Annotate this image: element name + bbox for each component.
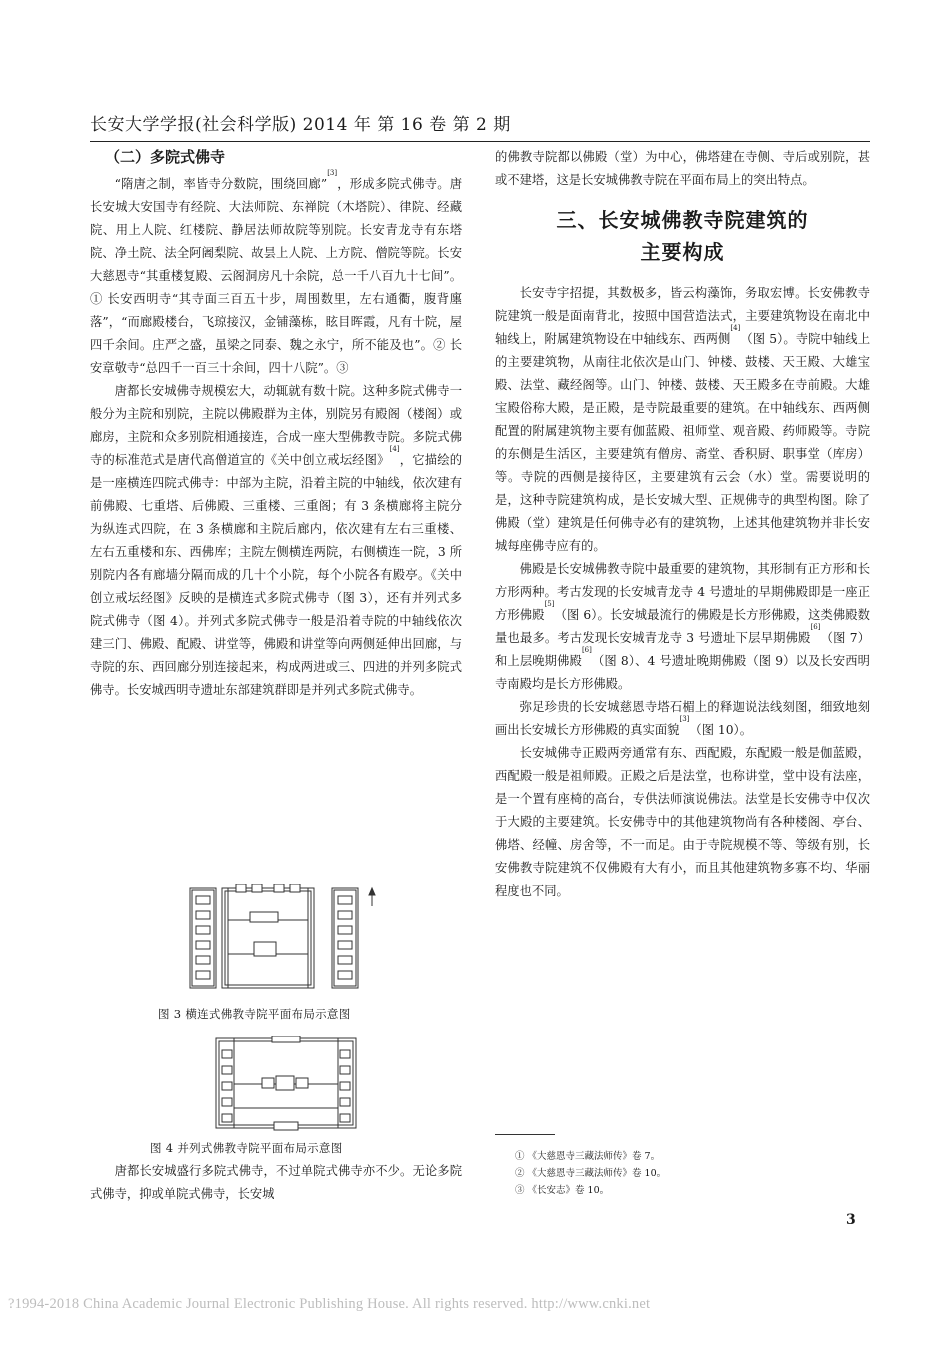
figure-3-diagram <box>188 884 378 994</box>
citation[interactable]: [3] <box>327 169 338 177</box>
figure-3-caption: 图 3 横连式佛教寺院平面布局示意图 <box>158 1007 351 1021</box>
right-column <box>495 146 870 903</box>
paragraph: 长安寺宇招提，其数极多，皆云构藻饰，务取宏博。长安佛教寺院建筑一般是面南背北，按照中国营造法式，主要建筑物设在南北中轴线上，附属建筑物设在中轴线东、西两侧[4]（图 5）。寺院中轴线上的主要建筑物，从南往北依次是山门、钟楼、鼓楼、天王殿、大雄宝殿、法堂、藏经阁等。山门、钟楼、鼓楼、天王殿多在寺前殿。大雄宝殿俗称大殿，是正殿，是寺院最重要的建筑。在中轴线东、西两侧配置的附属建筑物主要有伽蓝殿、祖师堂、观音殿、药师殿等。寺院的东侧是生活区，主要建筑有僧房、斋堂、香积厨、职事堂（库房）等。寺院的西侧是接待区，主要建筑有云会（水）堂。需要说明的是，这种寺院建筑构成，是长安城大型、正规佛寺的典型构图。除了佛殿（堂）建筑是任何佛寺必有的建筑物，上述其他建筑物并非长安城每座佛寺应有的。 <box>495 286 870 553</box>
citation[interactable]: [4] <box>730 324 741 332</box>
section-heading: 三、长安城佛教寺院建筑的 主要构成 <box>556 208 809 264</box>
figure-4-diagram <box>214 1036 358 1132</box>
left-column-tail <box>90 1160 462 1206</box>
paragraph: 唐都长安城盛行多院式佛寺，不过单院式佛寺亦不少。无论多院式佛寺，抑或单院式佛寺，长安城 <box>90 1164 462 1201</box>
figure-4-caption: 图 4 并列式佛教寺院平面布局示意图 <box>150 1141 343 1155</box>
footnote-rule <box>495 1134 555 1135</box>
paragraph: 弥足珍贵的长安城慈恩寺塔石楣上的释迦说法线刻图，细致地刻画出长安城长方形佛殿的真实面貌[3]（图 10）。 <box>495 700 870 737</box>
paragraph: 长安城佛寺正殿两旁通常有东、西配殿，东配殿一般是伽蓝殿，西配殿一般是祖师殿。正殿之后是法堂，也称讲堂，堂中设有法座，是一个置有座椅的高台，专供法师演说佛法。法堂是长安佛寺中仅次于大殿的主要建筑。长安佛寺中的其他建筑物尚有各种楼阁、亭台、佛塔、经幢、房舍等，不一而足。由于寺院规模不等、等级有别，长安佛教寺院建筑不仅佛殿有大有小，而且其他建筑物多寡不均、华丽程度也不同。 <box>495 746 870 898</box>
footnote: ③ 《长安志》卷 10。 <box>515 1185 610 1196</box>
journal-header: 长安大学学报(社会科学版) 2014 年 第 16 卷 第 2 期 <box>90 110 870 142</box>
citation[interactable]: [5] <box>544 600 555 608</box>
paragraph: “隋唐之制，率皆寺分数院，围绕回廊”[3]，形成多院式佛寺。唐长安城大安国寺有经院、大法师院、东禅院（木塔院）、律院、经藏院、用上人院、红楼院、静居法师故院等别院。长安青龙寺有东塔院、净土院、法全阿阇梨院、故昙上人院、上方院、僧院等院。长安大慈恩寺“其重楼复殿、云阁洞房凡十余院，总一千八百九十七间”。① 长安西明寺“其寺面三百五十步，周围数里，左右通衢，腹背廛落”，“而廊殿楼台，飞琼接汉，金铺藻栋，眩目晖霞，凡有十院，屋四千余间。庄严之盛，虽梁之同泰、魏之永宁，所不能及也”。② 长安章敬寺“总四千一百三十余间，四十八院”。③ <box>90 169 462 375</box>
footnote: ② 《大慈恩寺三藏法师传》卷 10。 <box>515 1168 667 1179</box>
citation[interactable]: [4] <box>389 445 400 453</box>
page-number: 3 <box>846 1212 856 1228</box>
footnote: ① 《大慈恩寺三藏法师传》卷 7。 <box>515 1151 661 1162</box>
copyright-footer: ?1994-2018 China Academic Journal Electronic Publishing House. All rights reserved. http://www.cnki.net <box>8 1296 651 1312</box>
paragraph: 佛殿是长安城佛教寺院中最重要的建筑物，其形制有正方形和长方形两种。考古发现的长安城青龙寺 4 号遗址的早期佛殿即是一座正方形佛殿[5]（图 6）。长安城最流行的佛殿是长方形佛殿，这类佛殿数量也最多。考古发现长安城青龙寺 3 号遗址下层早期佛殿[6]（图 7）和上层晚期佛殿[6]（图 8）、4 号遗址晚期佛殿（图 9）以及长安西明寺南殿均是长方形佛殿。 <box>495 562 870 691</box>
citation[interactable]: [3] <box>679 715 690 723</box>
footnotes <box>515 1148 666 1199</box>
left-column <box>90 146 462 702</box>
paragraph: 的佛教寺院都以佛殿（堂）为中心，佛塔建在寺侧、寺后或别院，甚或不建塔，这是长安城佛教寺院在平面布局上的突出特点。 <box>495 150 870 187</box>
citation[interactable]: [6] <box>810 623 821 631</box>
subsection-heading: （二）多院式佛寺 <box>105 148 226 166</box>
paragraph: 唐都长安城佛寺规模宏大，动辄就有数十院。这种多院式佛寺一般分为主院和别院，主院以佛殿群为主体，别院另有殿阁（楼阁）或廊房，主院和众多别院相通接连，合成一座大型佛教寺院。多院式佛寺的标准范式是唐代高僧道宣的《关中创立戒坛经图》[4]，它描绘的是一座横连四院式佛寺：中部为主院，沿着主院的中轴线，依次建有前佛殿、七重塔、后佛殿、三重楼、三重阁；有 3 条横廊将主院分为纵连式四院，在 3 条横廊和主院后廊内，依次建有左右三重楼、左右五重楼和东、西佛库；主院左侧横连两院，右侧横连一院，3 所别院内各有廊墙分隔而成的几十个小院，每个小院各有殿亭。《关中创立戒坛经图》反映的是横连式多院式佛寺（图 3），还有并列式多院式佛寺（图 4）。并列式多院式佛寺一般是沿着寺院的中轴线依次建三门、佛殿、配殿、讲堂等，佛殿和讲堂等向两侧延伸出回廊，与寺院的东、西回廊分别连接起来，构成两进或三、四进的并列多院式佛寺。长安城西明寺遗址东部建筑群即是并列式多院式佛寺。 <box>90 384 462 697</box>
citation[interactable]: [6] <box>581 646 592 654</box>
